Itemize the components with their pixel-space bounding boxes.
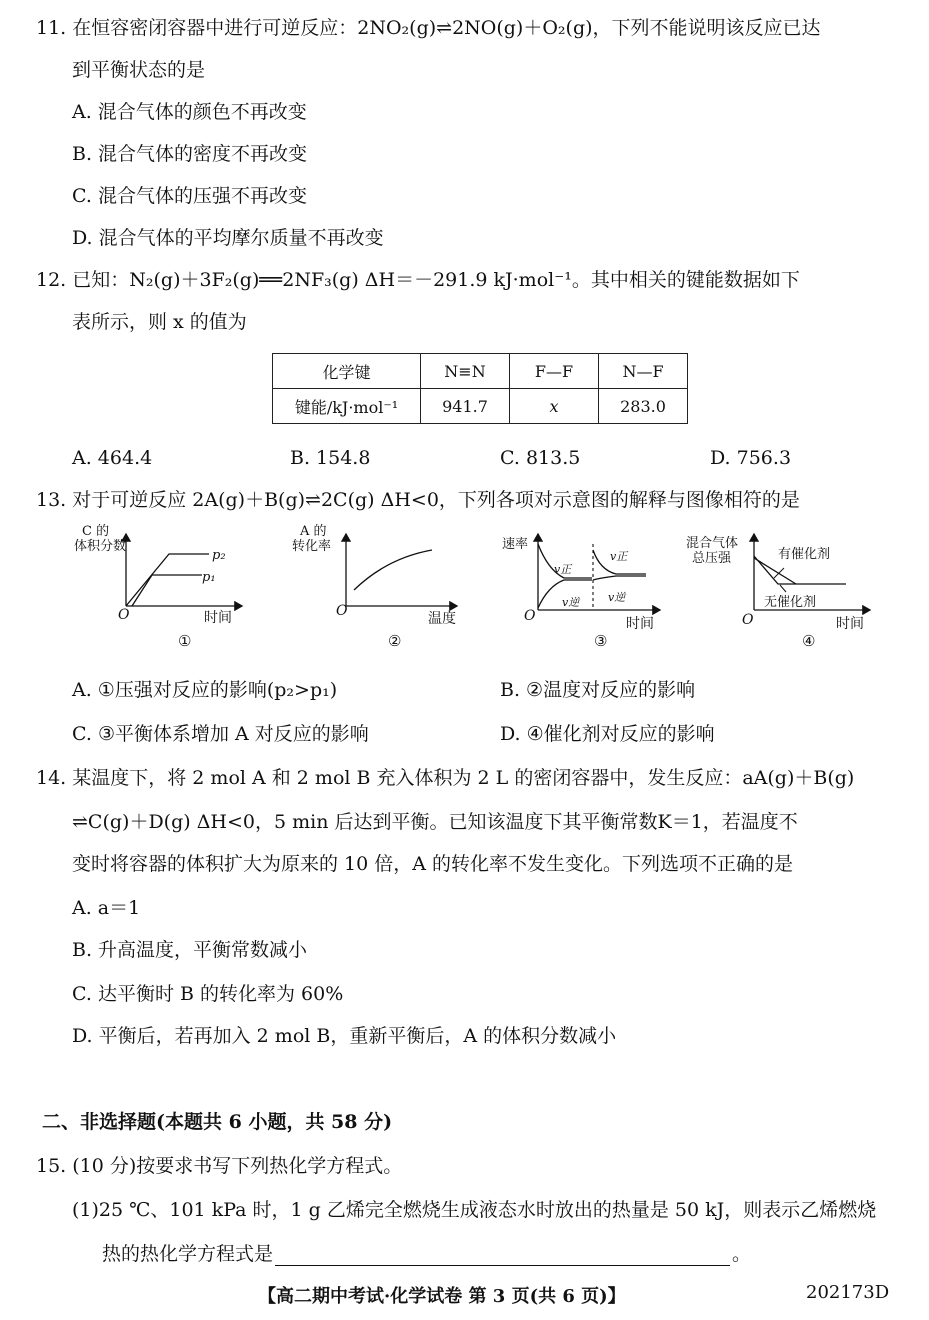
q12-stem-line1: 12. 已知：N₂(g)＋3F₂(g)══2NF₃(g) ΔH＝－291.9 kJ·mol⁻¹。其中相关的键能数据如下 (36, 269, 800, 291)
table-cell: 941.7 (421, 389, 510, 424)
table-row (273, 389, 688, 424)
origin-label: O (336, 603, 348, 619)
figure-4 (686, 528, 876, 658)
table-cell: 283.0 (599, 389, 688, 424)
figure-3-graph (500, 528, 680, 653)
no-catalyst-label: 无催化剂 (764, 595, 817, 610)
q11-option-a: A. 混合气体的颜色不再改变 (72, 101, 307, 123)
q14-option-a: A. a＝1 (72, 897, 141, 919)
p2-curve (126, 554, 209, 606)
q11-option-d: D. 混合气体的平均摩尔质量不再改变 (72, 227, 384, 249)
fig3-number: ③ (594, 632, 608, 650)
conversion-curve (354, 550, 432, 590)
table-header-row (273, 354, 688, 389)
fig3-ylabel: 速率 (502, 537, 529, 552)
p1-label: p₁ (202, 570, 216, 585)
figure-4-graph (686, 528, 876, 653)
q14-option-c: C. 达平衡时 B 的转化率为 60% (72, 983, 344, 1005)
q11-stem-line2: 到平衡状态的是 (72, 59, 206, 81)
q12-option-d: D. 756.3 (710, 447, 792, 469)
figure-2-graph (292, 524, 472, 653)
origin-label: O (742, 612, 754, 628)
q13-option-a: A. ①压强对反应的影响(p₂>p₁) (72, 679, 338, 701)
q14-option-d: D. 平衡后，若再加入 2 mol B，重新平衡后，A 的体积分数减小 (72, 1025, 617, 1047)
table-cell: 键能/kJ·mol⁻¹ (273, 389, 421, 424)
fig1-ylabel2: 体积分数 (74, 539, 127, 554)
fig2-ylabel2: 转化率 (292, 539, 332, 554)
q14-stem-line3: 变时将容器的体积扩大为原来的 10 倍，A 的转化率不发生变化。下列选项不正确的是 (72, 853, 794, 875)
table-header-cell: N—F (599, 354, 688, 389)
v-reverse-label-2: v逆 (608, 591, 626, 604)
table-cell: x (510, 389, 599, 424)
fig4-ylabel2: 总压强 (692, 551, 732, 566)
q11-option-b: B. 混合气体的密度不再改变 (72, 143, 308, 165)
q11-option-c: C. 混合气体的压强不再改变 (72, 185, 307, 207)
figure-1 (74, 524, 254, 658)
fig4-xlabel: 时间 (836, 616, 864, 632)
q14-stem-line2: ⇌C(g)＋D(g) ΔH<0，5 min 后达到平衡。已知该温度下其平衡常数K＝1，若温度不 (72, 811, 798, 833)
section-2-heading: 二、非选择题(本题共 6 小题，共 58 分) (42, 1111, 393, 1133)
with-catalyst-label: 有催化剂 (778, 547, 831, 562)
figure-3 (500, 528, 680, 658)
q13-stem: 13. 对于可逆反应 2A(g)＋B(g)⇌2C(g) ΔH<0，下列各项对示意图的解释与图像相符的是 (36, 489, 800, 511)
q15-part1-end: 。 (732, 1243, 752, 1265)
table-header-cell: 化学键 (273, 354, 421, 389)
bond-energy-table (272, 353, 688, 424)
q11-stem-line1: 11. 在恒容密闭容器中进行可逆反应：2NO₂(g)⇌2NO(g)＋O₂(g)，下列不能说明该反应已达 (36, 17, 821, 39)
answer-blank[interactable] (275, 1247, 730, 1266)
origin-label: O (118, 607, 130, 623)
fig1-number: ① (178, 632, 192, 650)
q13-option-b: B. ②温度对反应的影响 (500, 679, 696, 701)
q13-option-c: C. ③平衡体系增加 A 对反应的影响 (72, 723, 369, 745)
v-reverse-label: v逆 (562, 596, 580, 609)
q12-option-a: A. 464.4 (72, 447, 153, 469)
v-forward-label-2: v正 (610, 550, 628, 563)
q13-option-d: D. ④催化剂对反应的影响 (500, 723, 715, 745)
table-header-cell: F—F (510, 354, 599, 389)
q12-option-b: B. 154.8 (290, 447, 371, 469)
footer-code: 202173D (806, 1282, 890, 1303)
q15-part1-line1: (1)25 ℃、101 kPa 时，1 g 乙烯完全燃烧生成液态水时放出的热量是 50 kJ，则表示乙烯燃烧 (72, 1199, 877, 1221)
figure-1-graph (74, 524, 254, 653)
q15-part1-line2 (102, 1242, 751, 1266)
q15-part1-prompt: 热的热化学方程式是 (102, 1243, 274, 1265)
figure-2 (292, 524, 472, 658)
fig2-number: ② (388, 632, 402, 650)
fig4-ylabel1: 混合气体 (686, 536, 739, 551)
p2-label: p₂ (212, 548, 226, 563)
p1-curve (132, 575, 202, 606)
q14-stem-line1: 14. 某温度下，将 2 mol A 和 2 mol B 充入体积为 2 L 的密闭容器中，发生反应：aA(g)＋B(g) (36, 767, 855, 789)
table-header-cell: N≡N (421, 354, 510, 389)
q15-stem: 15. (10 分)按要求书写下列热化学方程式。 (36, 1155, 403, 1177)
fig1-ylabel1: C 的 (82, 524, 110, 539)
q12-stem-line2: 表所示，则 x 的值为 (72, 311, 247, 333)
fig3-xlabel: 时间 (626, 616, 654, 632)
q14-option-b: B. 升高温度，平衡常数减小 (72, 939, 308, 961)
q12-option-c: C. 813.5 (500, 447, 581, 469)
fig2-ylabel1: A 的 (300, 524, 327, 539)
v-forward-label: v正 (554, 563, 572, 576)
fig4-number: ④ (802, 632, 816, 650)
fig1-xlabel: 时间 (204, 610, 232, 626)
origin-label: O (524, 608, 536, 624)
fig2-xlabel: 温度 (428, 611, 456, 627)
footer-title: 【高二期中考试·化学试卷 第 3 页(共 6 页)】 (258, 1286, 626, 1307)
